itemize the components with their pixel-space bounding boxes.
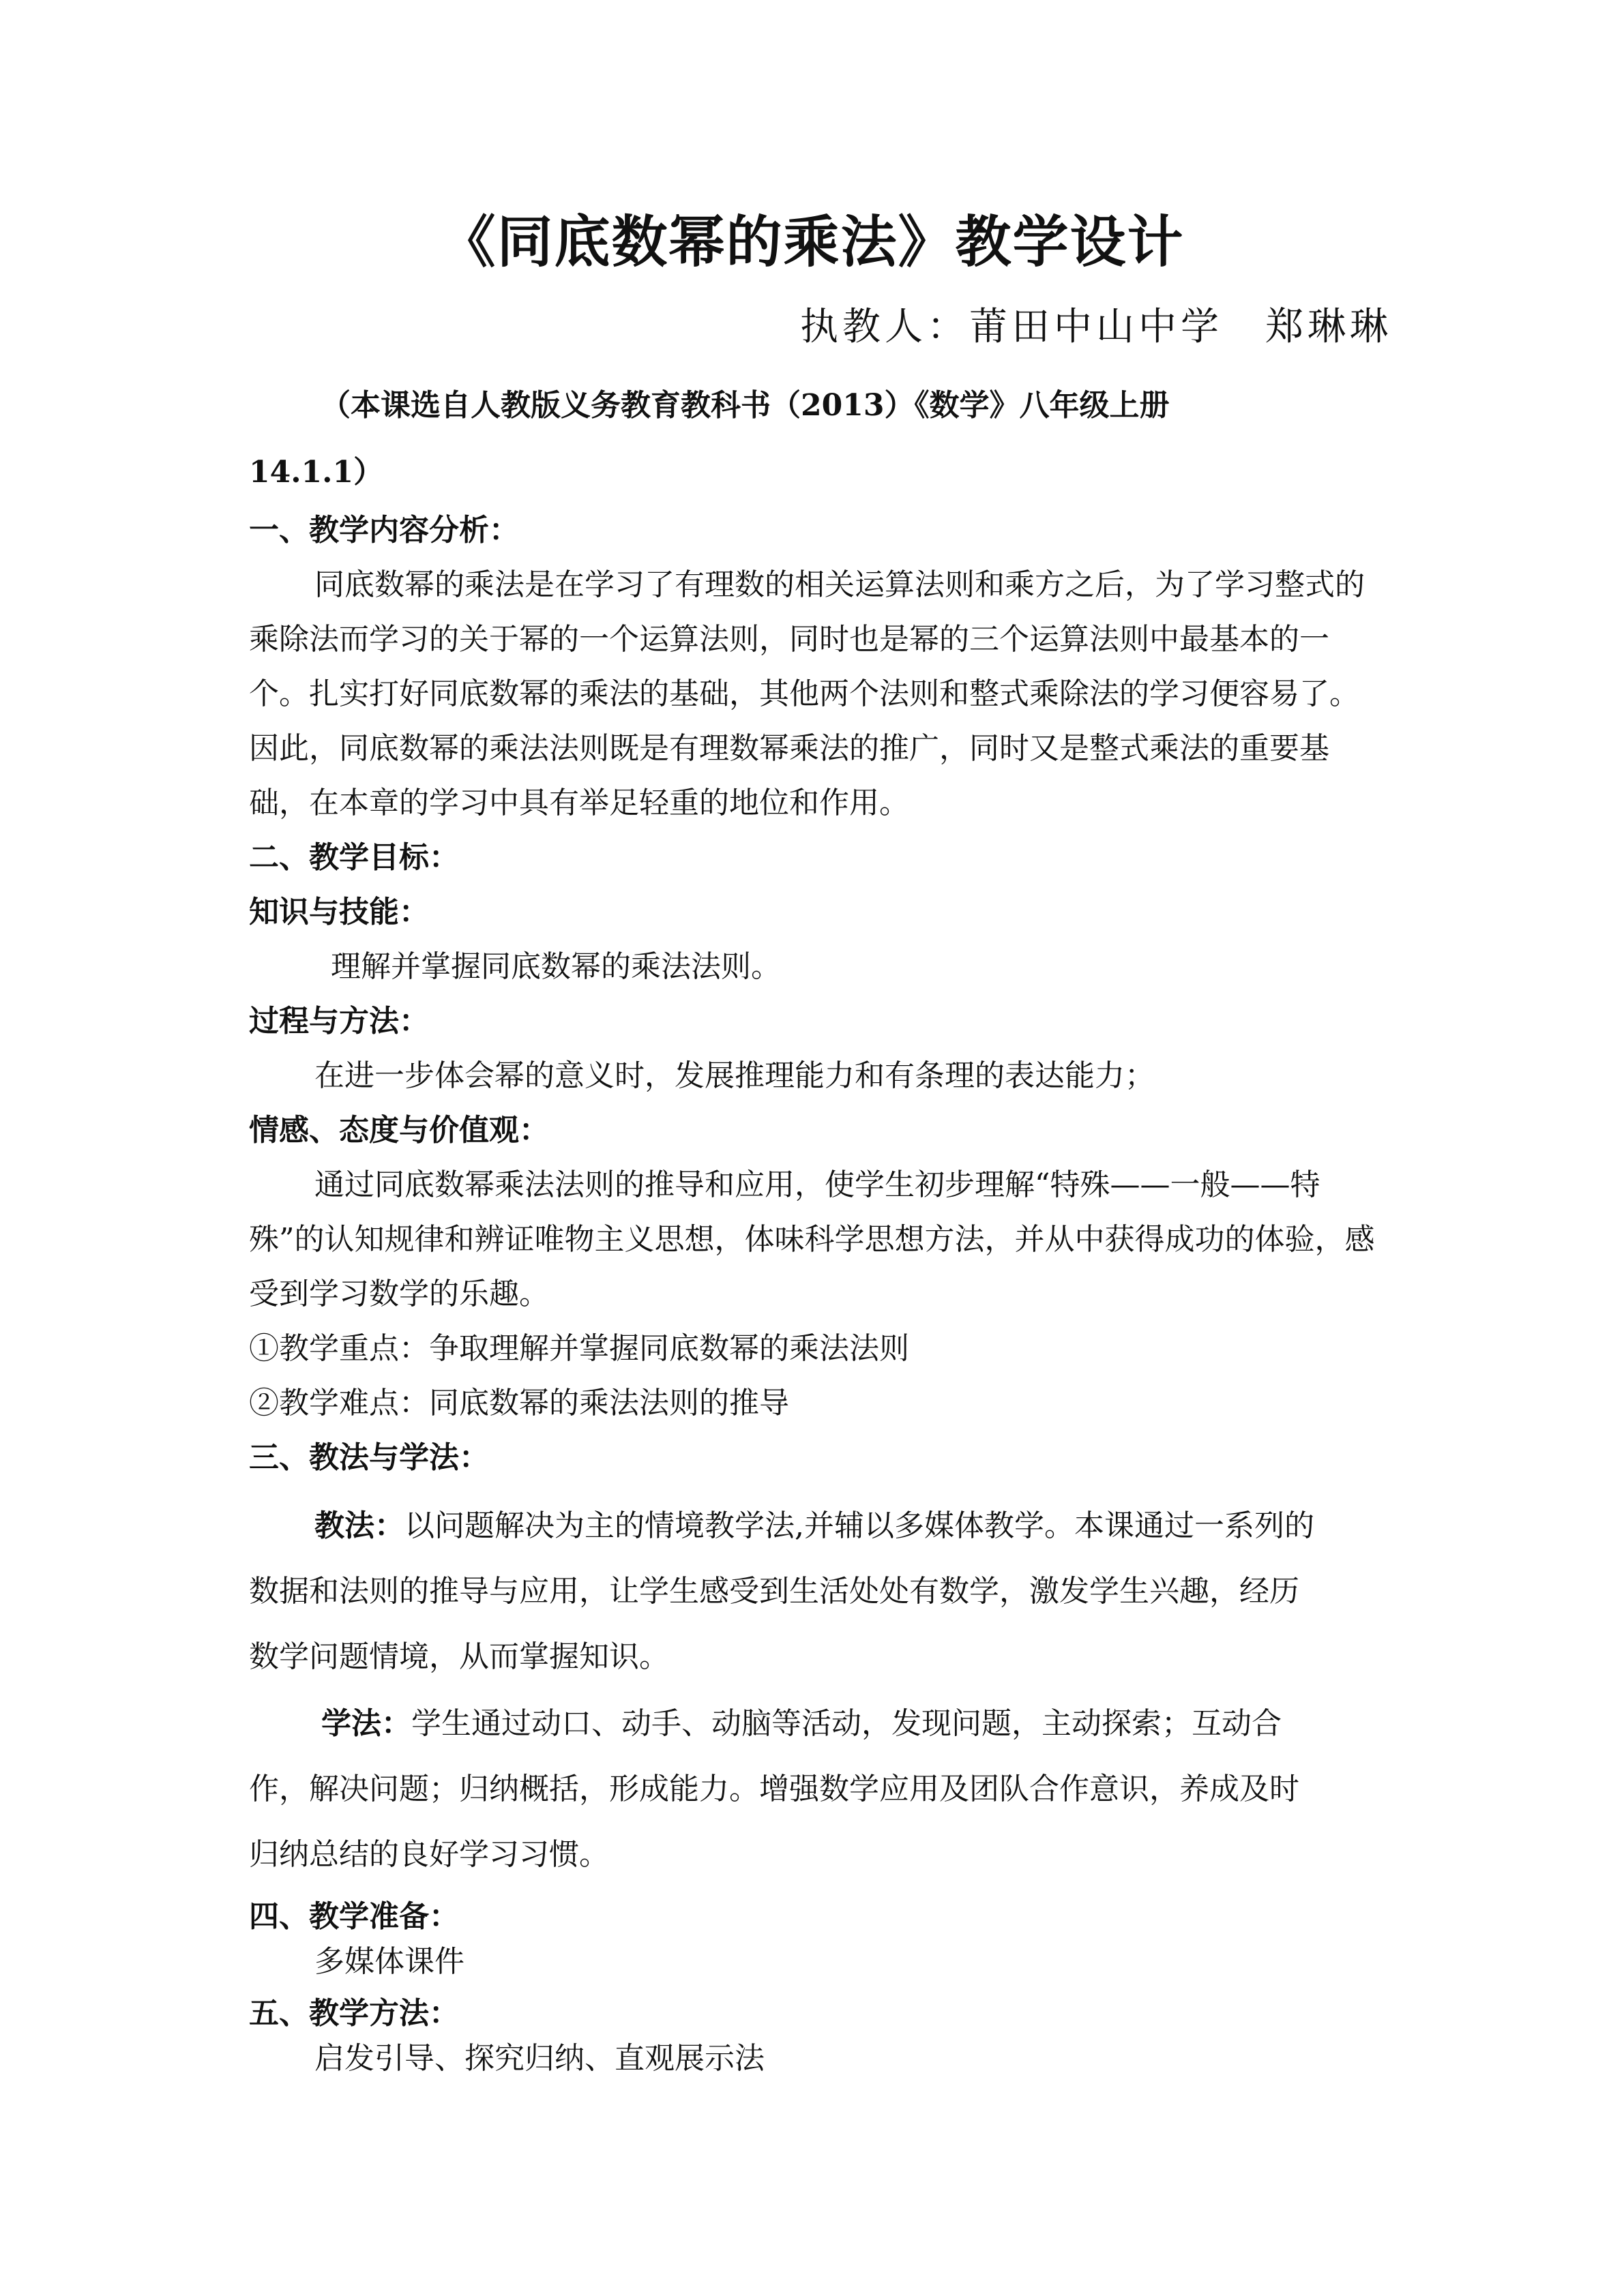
method-text: 启发引导、探究归纳、直观展示法 <box>314 2041 765 2076</box>
section-teaching-method <box>249 1991 1381 2081</box>
key-point: ①教学重点：争取理解并掌握同底数幂的乘法法则 <box>249 1331 909 1366</box>
learning-method-text: 学生通过动口、动手、动脑等活动，发现问题，主动探索；互动合作，解决问题；归纳概括，形成能力。增强数学应用及团队合作意识，养成及时归纳总结的良好学习习惯。 <box>249 1706 1299 1872</box>
difficulty-point: ②教学难点：同底数幂的乘法法则的推导 <box>249 1386 789 1420</box>
section-content-analysis <box>249 503 1381 831</box>
knowledge-text: 理解并掌握同底数幂的乘法法则。 <box>331 949 781 984</box>
learning-method-label: 学法： <box>321 1706 411 1741</box>
section-preparation <box>249 1894 1381 1984</box>
section-heading: 一、教学内容分析： <box>249 513 519 548</box>
preparation-text: 多媒体课件 <box>314 1944 464 1979</box>
paragraph: 同底数幂的乘法是在学习了有理数的相关运算法则和乘方之后，为了学习整式的乘除法而学习的关于幂的一个运算法则，同时也是幂的三个运算法则中最基本的一个。扎实打好同底数幂的乘法的基础，其他两个法则和整式乘除法的学习便容易了。因此，同底数幂的乘法法则既是有理数幂乘法的推广，同时又是整式乘法的重要基础，在本章的学习中具有举足轻重的地位和作用。 <box>249 567 1365 820</box>
learning-method-paragraph <box>249 1691 1327 1888</box>
source-line-1: （本课选自人教版义务教育教科书（2013）《数学》八年级上册 <box>321 388 1170 423</box>
author-line: 执教人：莆田中山中学 郑琳琳 <box>800 305 1392 349</box>
subheading-process: 过程与方法： <box>249 1004 429 1039</box>
subheading-emotion: 情感、态度与价值观： <box>249 1113 549 1148</box>
teaching-method-paragraph <box>249 1493 1327 1690</box>
section-heading: 三、教法与学法： <box>249 1440 489 1475</box>
section-heading: 五、教学方法： <box>249 1996 459 2031</box>
section-heading: 二、教学目标： <box>249 840 459 875</box>
document-title: 《同底数幂的乘法》教学设计 <box>439 209 1185 275</box>
section-heading: 四、教学准备： <box>249 1899 459 1934</box>
teaching-method-label: 教法： <box>314 1508 404 1543</box>
source-line-2: 14.1.1） <box>249 455 384 490</box>
section-methods <box>249 1431 1381 1485</box>
teaching-method-text: 以问题解决为主的情境教学法,并辅以多媒体教学。本课通过一系列的数据和法则的推导与应用，让学生感受到生活处处有数学，激发学生兴趣，经历数学问题情境，从而掌握知识。 <box>249 1508 1314 1674</box>
section-teaching-goals <box>249 831 1381 1431</box>
process-text: 在进一步体会幂的意义时，发展推理能力和有条理的表达能力； <box>314 1058 1155 1093</box>
subheading-knowledge: 知识与技能： <box>249 895 429 929</box>
emotion-text: 通过同底数幂乘法法则的推导和应用，使学生初步理解“特殊——一般——特殊”的认知规律和辨证唯物主义思想，体味科学思想方法，并从中获得成功的体验，感受到学习数学的乐趣。 <box>249 1167 1375 1311</box>
